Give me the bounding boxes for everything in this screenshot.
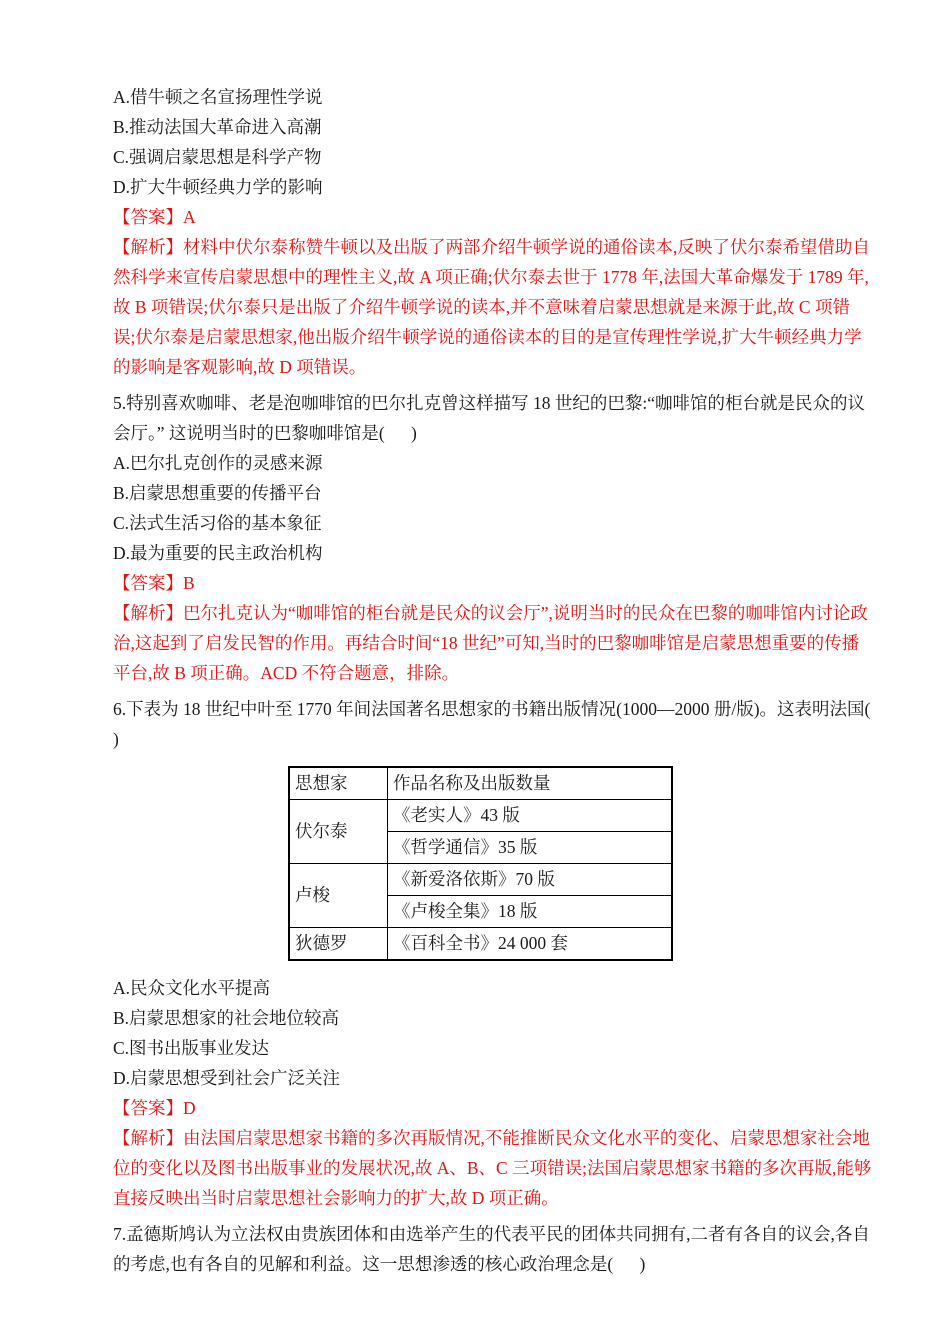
q6-option-c: C.图书出版事业发达 (113, 1038, 270, 1058)
q4-option-b: B.推动法国大革命进入高潮 (113, 117, 322, 137)
analysis-label: 【解析】 (113, 237, 183, 257)
answer-label: 【答案】 (113, 207, 183, 227)
q4-answer-value: A (183, 207, 196, 227)
q5-option-a: A.巴尔扎克创作的灵感来源 (113, 453, 323, 473)
q4-option-a: A.借牛顿之名宣扬理性学说 (113, 87, 323, 107)
table-cell-thinker-rousseau: 卢梭 (289, 864, 388, 928)
table-cell-thinker-voltaire: 伏尔泰 (289, 800, 388, 864)
question-6-block (113, 694, 897, 1213)
q6-answer-line (113, 1093, 872, 1123)
table-row (289, 928, 672, 961)
q7-stem: 7.孟德斯鸠认为立法权由贵族团体和由选举产生的代表平民的团体共同拥有,二者有各自的议会,各自的考虑,也有各自的见解和利益。这一思想渗透的核心政治理念是( ) (113, 1224, 870, 1274)
q5-analysis-text: 巴尔扎克认为“咖啡馆的柜台就是民众的议会厅”,说明当时的民众在巴黎的咖啡馆内讨论政治,这起到了启发民智的作用。再结合时间“18 世纪”可知,当时的巴黎咖啡馆是启蒙思想重要的传播平台,故 B 项正确。ACD 不符合题意，排除。 (113, 603, 868, 683)
q4-answer-line (113, 202, 872, 232)
publication-table (288, 766, 673, 961)
question-4-block (113, 82, 872, 382)
q6-option-b: B.启蒙思想家的社会地位较高 (113, 1008, 340, 1028)
table-header-works: 作品名称及出版数量 (388, 767, 673, 800)
q4-analysis (113, 232, 872, 382)
q6-stem: 6.下表为 18 世纪中叶至 1770 年间法国著名思想家的书籍出版情况(1000—2000 册/版)。这表明法国( ) (113, 699, 897, 749)
q4-option-d: D.扩大牛顿经典力学的影响 (113, 177, 323, 197)
q5-stem: 5.特别喜欢咖啡、老是泡咖啡馆的巴尔扎克曾这样描写 18 世纪的巴黎:“咖啡馆的柜台就是民众的议会厅。” 这说明当时的巴黎咖啡馆是( ) (113, 393, 866, 443)
table-cell-work: 《百科全书》24 000 套 (388, 928, 673, 961)
q6-analysis (113, 1123, 872, 1213)
q6-option-a: A.民众文化水平提高 (113, 978, 271, 998)
q6-option-d: D.启蒙思想受到社会广泛关注 (113, 1068, 341, 1088)
table-row (289, 864, 672, 896)
analysis-label: 【解析】 (113, 1128, 183, 1148)
q5-option-b: B.启蒙思想重要的传播平台 (113, 483, 322, 503)
table-cell-work: 《哲学通信》35 版 (388, 832, 673, 864)
table-cell-thinker-diderot: 狄德罗 (289, 928, 388, 961)
table-cell-work: 《卢梭全集》18 版 (388, 896, 673, 928)
question-5-block (113, 388, 872, 688)
q5-analysis (113, 598, 872, 688)
q5-option-d: D.最为重要的民主政治机构 (113, 543, 323, 563)
question-7-block (113, 1219, 872, 1279)
table-header-row (289, 767, 672, 800)
q5-option-c: C.法式生活习俗的基本象征 (113, 513, 322, 533)
table-header-thinker: 思想家 (289, 767, 388, 800)
q4-analysis-text: 材料中伏尔泰称赞牛顿以及出版了两部介绍牛顿学说的通俗读本,反映了伏尔泰希望借助自然科学来宣传启蒙思想中的理性主义,故 A 项正确;伏尔泰去世于 1778 年,法国大革命爆发于 1789 年,故 B 项错误;伏尔泰只是出版了介绍牛顿学说的读本,并不意味着启蒙思想就是来源于此,故 C 项错误;伏尔泰是启蒙思想家,他出版介绍牛顿学说的通俗读本的目的是宣传理性学说,扩大牛顿经典力学的影响是客观影响,故 D 项错误。 (113, 237, 870, 377)
q6-answer-value: D (183, 1098, 196, 1118)
answer-label: 【答案】 (113, 573, 183, 593)
answer-label: 【答案】 (113, 1098, 183, 1118)
q5-answer-line (113, 568, 872, 598)
table-row (289, 800, 672, 832)
q5-answer-value: B (183, 573, 195, 593)
analysis-label: 【解析】 (113, 603, 183, 623)
q6-analysis-text: 由法国启蒙思想家书籍的多次再版情况,不能推断民众文化水平的变化、启蒙思想家社会地位的变化以及图书出版事业的发展状况,故 A、B、C 三项错误;法国启蒙思想家书籍的多次再版,能够直接反映出当时启蒙思想社会影响力的扩大,故 D 项正确。 (113, 1128, 872, 1208)
table-cell-work: 《老实人》43 版 (388, 800, 673, 832)
q4-option-c: C.强调启蒙思想是科学产物 (113, 147, 322, 167)
table-cell-work: 《新爱洛依斯》70 版 (388, 864, 673, 896)
